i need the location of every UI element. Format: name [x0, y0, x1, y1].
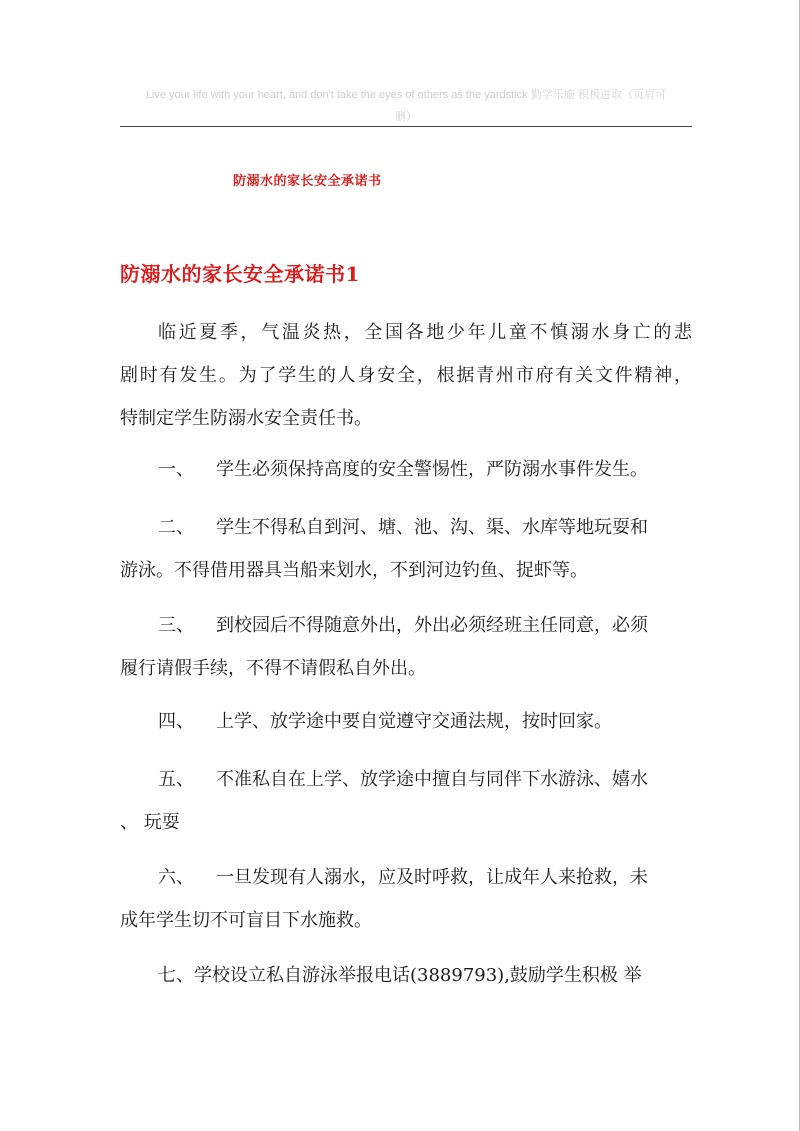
item-text-line-2: 游泳。不得借用器具当船来划水，不到河边钓鱼、捉虾等。 [120, 560, 588, 581]
item-7 [120, 954, 692, 997]
item-text-line-2: 成年学生切不可盲目下水施救。 [120, 910, 372, 931]
item-number: 六、 [158, 867, 194, 888]
item-number: 四、 [158, 711, 194, 732]
page-header [120, 84, 692, 128]
item-text-line-1: 学生不得私自到河、塘、池、沟、渠、水库等地玩耍和 [216, 517, 648, 538]
item-text-line-1: 一旦发现有人溺水，应及时呼救，让成年人来抢救，未 [216, 867, 648, 888]
header-motto-line [120, 84, 692, 106]
intro-line-1: 临近夏季，气温炎热，全国各地少年儿童不慎溺水身亡的悲 [158, 322, 692, 343]
item-text-line-1: 学生必须保持高度的安全警惕性，严防溺水事件发生。 [216, 459, 648, 480]
intro-line-3: 特制定学生防溺水安全责任书。 [120, 408, 372, 429]
item-text-line-1: 到校园后不得随意外出，外出必须经班主任同意，必须 [216, 615, 648, 636]
header-motto-en: Live your life with your heart, and don't take the eyes of others as the yardstick [145, 89, 528, 101]
intro-line-2: 剧时有发生。为了学生的人身安全，根据青州市府有关文件精神， [120, 365, 692, 386]
item-2 [120, 506, 692, 592]
header-divider [120, 126, 692, 127]
item-text-line-1: 学校设立私自游泳举报电话(3889793),鼓励学生积极 举 [194, 965, 642, 986]
document-title: 防溺水的家长安全承诺书1 [120, 262, 360, 286]
intro-paragraph [120, 311, 692, 440]
item-text-line-2: 履行请假手续，不得不请假私自外出。 [120, 658, 426, 679]
document-subtitle: 防溺水的家长安全承诺书 [233, 174, 382, 189]
item-number: 二、 [158, 517, 194, 538]
item-6 [120, 856, 692, 942]
header-motto-cn-cont: 删） [395, 110, 417, 123]
item-3 [120, 604, 692, 690]
item-text-line-2: 、 玩耍 [120, 812, 180, 833]
item-number: 七、 [158, 965, 194, 986]
header-motto-cn: 勤学乐施 积极进取（页眉可 [530, 88, 667, 101]
item-text-line-1: 上学、放学途中要自觉遵守交通法规，按时回家。 [216, 711, 612, 732]
item-4 [120, 700, 692, 743]
item-5 [120, 758, 692, 844]
item-number: 一、 [158, 459, 194, 480]
item-text-line-1: 不准私自在上学、放学途中擅自与同伴下水游泳、嬉水 [216, 769, 648, 790]
item-number: 五、 [158, 769, 194, 790]
item-number: 三、 [158, 615, 194, 636]
item-1 [120, 448, 692, 491]
